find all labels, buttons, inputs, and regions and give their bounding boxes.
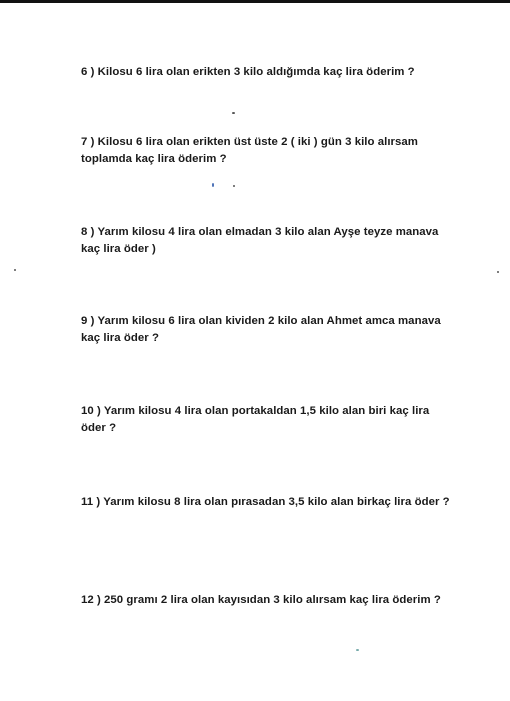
question-6-line-1: 6 ) Kilosu 6 lira olan erikten 3 kilo aldığımda kaç lira öderim ?	[81, 66, 415, 78]
scan-speck	[233, 185, 235, 187]
question-8-line-1: 8 ) Yarım kilosu 4 lira olan elmadan 3 kilo alan Ayşe teyze manava	[81, 226, 439, 238]
scan-speck	[356, 649, 359, 651]
question-6	[81, 64, 481, 81]
question-11	[81, 494, 481, 511]
question-9-line-1: 9 ) Yarım kilosu 6 lira olan kividen 2 kilo alan Ahmet amca manava	[81, 315, 441, 327]
question-10-line-2: öder ?	[81, 422, 117, 434]
scan-top-edge	[0, 0, 510, 3]
question-7-line-1: 7 ) Kilosu 6 lira olan erikten üst üste 2 ( iki ) gün 3 kilo alırsam	[81, 136, 418, 148]
question-12-line-1: 12 ) 250 gramı 2 lira olan kayısıdan 3 kilo alırsam kaç lira öderim ?	[81, 594, 441, 606]
question-12	[81, 592, 481, 609]
scan-speck	[232, 112, 235, 114]
question-11-line-1: 11 ) Yarım kilosu 8 lira olan pırasadan 3,5 kilo alan birkaç lira öder ?	[81, 496, 450, 508]
scan-speck	[212, 183, 214, 187]
question-7	[81, 134, 481, 168]
question-8	[81, 224, 481, 258]
question-9	[81, 313, 481, 347]
question-10	[81, 403, 481, 437]
question-10-line-1: 10 ) Yarım kilosu 4 lira olan portakaldan 1,5 kilo alan biri kaç lira	[81, 405, 430, 417]
question-8-line-2: kaç lira öder )	[81, 243, 156, 255]
question-9-line-2: kaç lira öder ?	[81, 332, 159, 344]
question-7-line-2: toplamda kaç lira öderim ?	[81, 153, 227, 165]
scan-speck	[14, 269, 16, 271]
scan-speck	[497, 271, 499, 273]
